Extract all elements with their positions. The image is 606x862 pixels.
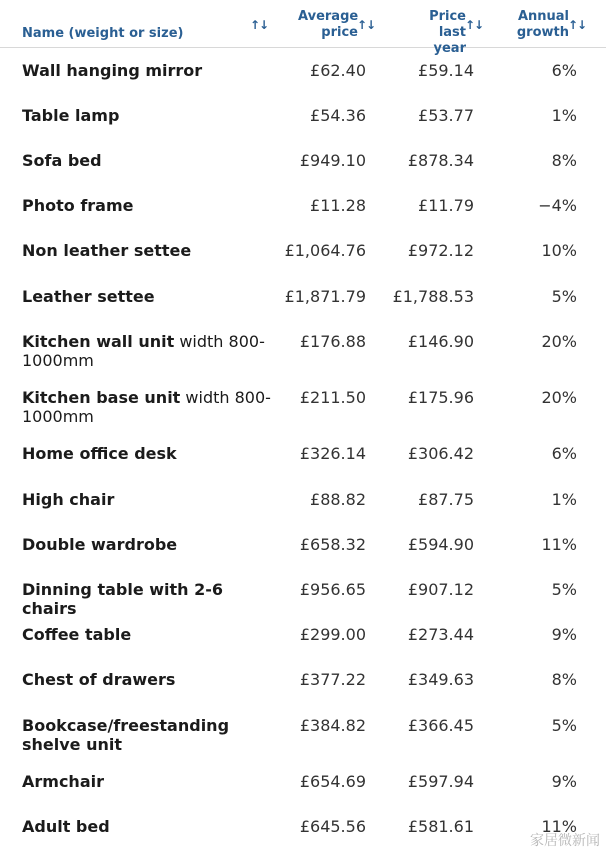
table-header [0, 0, 606, 56]
row-name: Chest of drawers [22, 670, 176, 689]
row-price-last-year: £907.12 [407, 580, 474, 599]
row-price-last-year: £349.63 [407, 670, 474, 689]
row-average-price: £54.36 [310, 106, 366, 125]
column-header-average-price[interactable] [298, 9, 358, 41]
column-header-name[interactable] [22, 26, 183, 42]
row-name: Bookcase/freestanding shelve unit [22, 716, 230, 754]
row-price-last-year: £53.77 [418, 106, 474, 125]
column-header-name-label: Name (weight or size) [22, 26, 184, 41]
row-price-last-year: £1,788.53 [392, 287, 474, 306]
row-annual-growth: 5% [551, 716, 577, 735]
row-price-last-year: £175.96 [407, 388, 474, 407]
row-average-price: £384.82 [299, 716, 366, 735]
row-average-price: £645.56 [299, 817, 366, 836]
row-name: Wall hanging mirror [22, 61, 203, 80]
row-average-price: £62.40 [310, 61, 366, 80]
row-annual-growth: 20% [541, 388, 577, 407]
row-name: Kitchen base unit width 800-1000mm [22, 388, 271, 426]
row-average-price: £1,871.79 [284, 287, 366, 306]
row-average-price: £949.10 [299, 151, 366, 170]
row-annual-growth: 6% [551, 444, 577, 463]
sort-annual-growth-icon[interactable]: ↑↓ [568, 18, 587, 32]
row-average-price: £326.14 [299, 444, 366, 463]
row-average-price: £211.50 [299, 388, 366, 407]
row-name: High chair [22, 490, 115, 509]
sort-price-last-year-icon[interactable]: ↑↓ [465, 18, 484, 32]
row-price-last-year: £594.90 [407, 535, 474, 554]
row-name: Non leather settee [22, 241, 192, 260]
row-annual-growth: 1% [551, 106, 577, 125]
last-header-line2: year [433, 41, 466, 56]
row-name: Table lamp [22, 106, 120, 125]
last-header-line1: Price last [429, 9, 466, 40]
column-header-price-last-year[interactable] [398, 9, 466, 57]
row-annual-growth: 8% [551, 151, 577, 170]
row-annual-growth: −4% [538, 196, 577, 215]
growth-header-line1: Annual [517, 9, 569, 24]
row-price-last-year: £597.94 [407, 772, 474, 791]
row-average-price: £377.22 [299, 670, 366, 689]
row-name: Adult bed [22, 817, 110, 836]
sort-average-price-icon[interactable]: ↑↓ [357, 18, 376, 32]
row-average-price: £11.28 [310, 196, 366, 215]
row-annual-growth: 10% [541, 241, 577, 260]
row-annual-growth: 11% [541, 817, 577, 836]
sort-name-icon[interactable]: ↑↓ [250, 18, 269, 32]
row-average-price: £299.00 [299, 625, 366, 644]
row-annual-growth: 11% [541, 535, 577, 554]
row-name: Home office desk [22, 444, 177, 463]
row-annual-growth: 1% [551, 490, 577, 509]
row-name: Double wardrobe [22, 535, 178, 554]
row-annual-growth: 8% [551, 670, 577, 689]
row-average-price: £176.88 [299, 332, 366, 351]
row-price-last-year: £11.79 [418, 196, 474, 215]
row-annual-growth: 6% [551, 61, 577, 80]
column-header-annual-growth[interactable] [514, 9, 569, 41]
row-price-last-year: £273.44 [407, 625, 474, 644]
avg-header-line2: price [321, 25, 358, 40]
row-price-last-year: £59.14 [418, 61, 474, 80]
row-annual-growth: 9% [551, 772, 577, 791]
row-name: Dinning table with 2-6 chairs [22, 580, 224, 618]
growth-header-line2: growth [516, 25, 569, 40]
row-annual-growth: 9% [551, 625, 577, 644]
row-price-last-year: £366.45 [407, 716, 474, 735]
row-price-last-year: £306.42 [407, 444, 474, 463]
row-price-last-year: £972.12 [407, 241, 474, 260]
row-name: Sofa bed [22, 151, 102, 170]
row-annual-growth: 5% [551, 287, 577, 306]
row-price-last-year: £87.75 [418, 490, 474, 509]
row-average-price: £1,064.76 [284, 241, 366, 260]
row-average-price: £956.65 [299, 580, 366, 599]
row-price-last-year: £581.61 [407, 817, 474, 836]
row-annual-growth: 5% [551, 580, 577, 599]
row-annual-growth: 20% [541, 332, 577, 351]
watermark: 家居微新闻 [530, 833, 600, 849]
row-name: Photo frame [22, 196, 134, 215]
row-average-price: £658.32 [299, 535, 366, 554]
row-average-price: £654.69 [299, 772, 366, 791]
row-name: Leather settee [22, 287, 155, 306]
row-name: Kitchen wall unit width 800-1000mm [22, 332, 265, 370]
row-name: Coffee table [22, 625, 132, 644]
row-price-last-year: £878.34 [407, 151, 474, 170]
avg-header-line1: Average [298, 9, 359, 24]
row-name: Armchair [22, 772, 104, 791]
row-price-last-year: £146.90 [407, 332, 474, 351]
row-average-price: £88.82 [310, 490, 366, 509]
